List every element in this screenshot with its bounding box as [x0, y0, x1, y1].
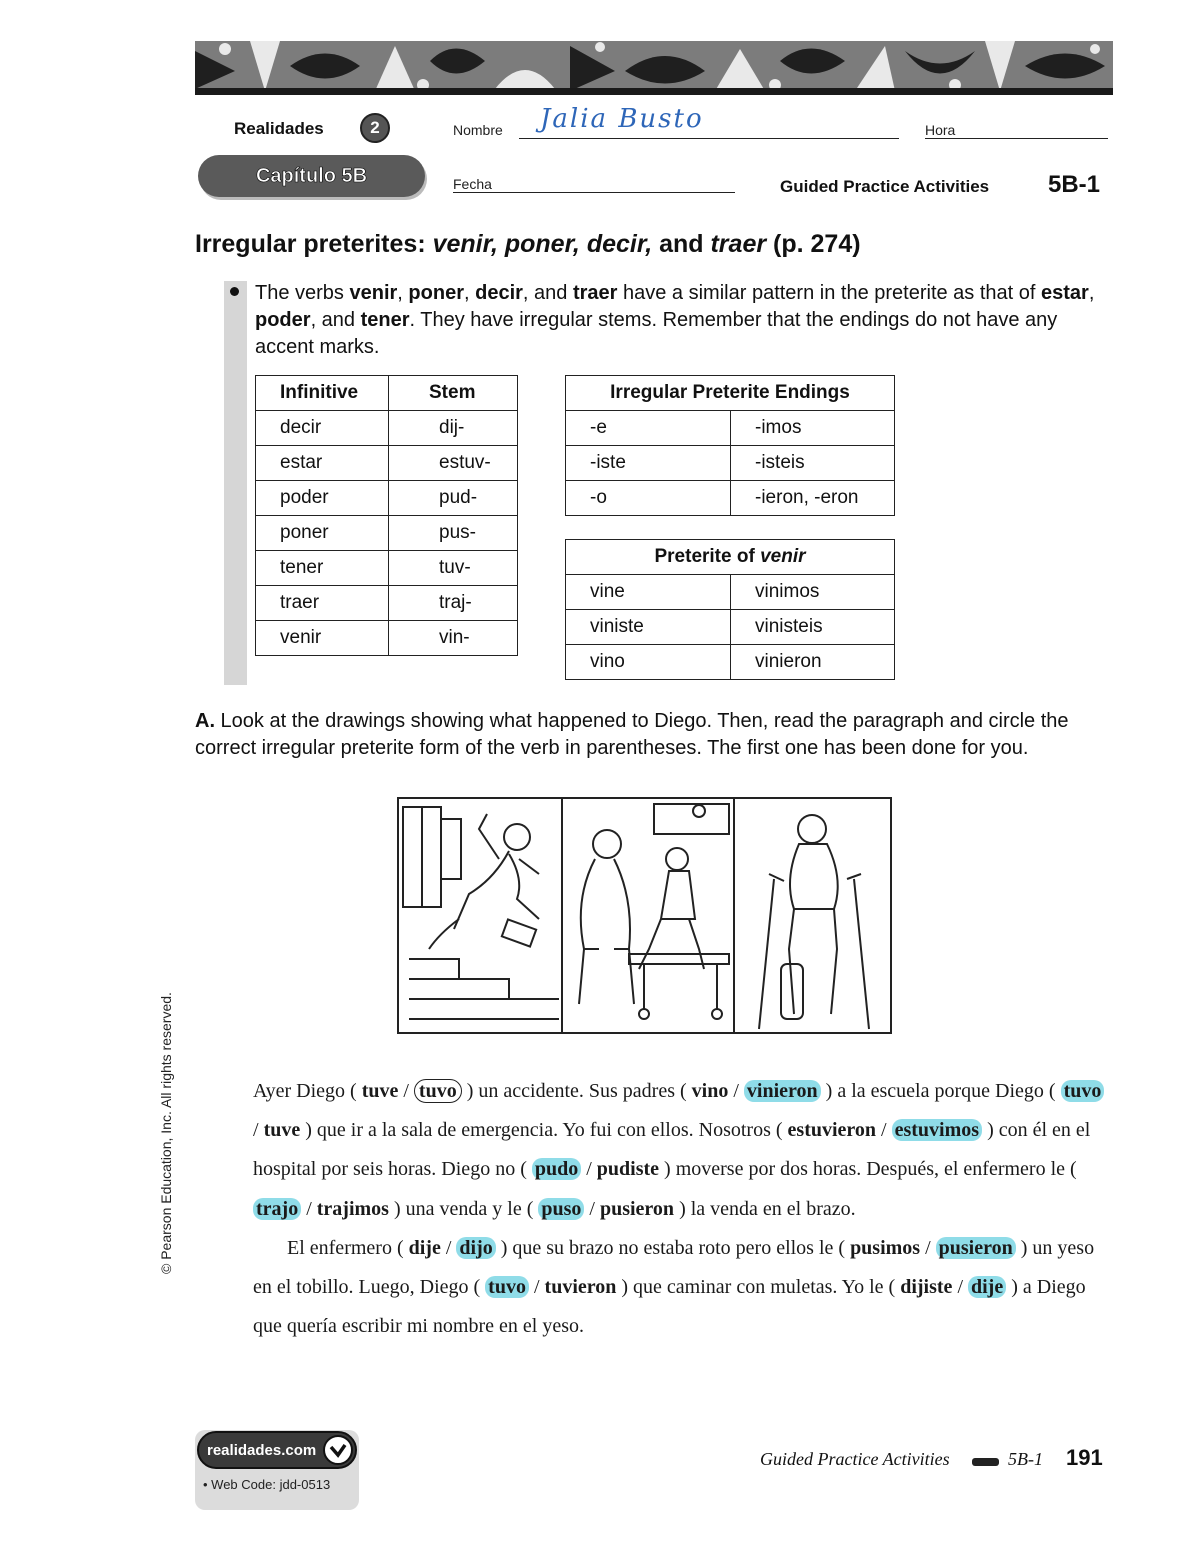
diego-accident-illustration [397, 797, 892, 1034]
table-cell: decir [256, 411, 389, 446]
hour-field-line[interactable] [925, 138, 1108, 139]
choice-option-highlighted[interactable]: pudo [532, 1158, 581, 1180]
choice-option-highlighted[interactable]: dijo [456, 1237, 495, 1259]
table-row [566, 575, 895, 610]
table-cell: poner [256, 516, 389, 551]
choice-option-highlighted[interactable]: pusieron [936, 1237, 1016, 1259]
name-handwriting: Jalia Busto [540, 104, 704, 134]
table-cell: -isteis [731, 446, 895, 481]
table-cell: -imos [731, 411, 895, 446]
illustration-graphic [399, 799, 890, 1032]
table-cell: viniste [566, 610, 731, 645]
table-cell: -e [566, 411, 731, 446]
choice-option-highlighted[interactable]: estuvimos [892, 1119, 982, 1141]
column-header: Preterite of venir [566, 540, 895, 575]
intro-text: The verbs venir, poner, decir, and traer have a similar pattern in the preterite as that of estar, poder, and tener. They have irregular stems. Remember that the endings do not have any accent marks. [255, 282, 1095, 358]
level-badge: 2 [360, 113, 390, 143]
copyright-notice: © Pearson Education, Inc. All rights reserved. [158, 992, 174, 1274]
footer-activity: Guided Practice Activities [760, 1449, 950, 1469]
page-title: Irregular preterites: venir, poner, decir, and traer (p. 274) [195, 230, 861, 258]
table-header-row [566, 540, 895, 575]
note-sidebar-bar [224, 281, 247, 685]
choice-option-highlighted[interactable]: puso [538, 1198, 584, 1220]
page-number: 191 [1066, 1445, 1103, 1470]
table-cell: tuv- [389, 551, 518, 586]
choice-option[interactable]: tuve [361, 1080, 399, 1102]
table-cell: poder [256, 481, 389, 516]
banner-rule [195, 88, 1113, 95]
checkmark-icon [323, 1435, 353, 1465]
choice-option[interactable]: pusieron [599, 1197, 675, 1220]
table-cell: vinisteis [731, 610, 895, 645]
table-cell: -ieron, -eron [731, 481, 895, 516]
choice-option-highlighted[interactable]: trajo [253, 1198, 301, 1220]
column-header: Infinitive [256, 376, 389, 411]
table-row [256, 516, 518, 551]
series-title: Realidades [234, 119, 324, 138]
bullet-icon [230, 287, 239, 296]
decorative-banner [195, 41, 1113, 93]
table-row [256, 481, 518, 516]
choice-option[interactable]: dije [408, 1236, 441, 1259]
exercise-instructions: A. Look at the drawings showing what happened to Diego. Then, read the paragraph and circle the correct irregular preterite form of the verb in parentheses. The first one has been done for you. [195, 710, 1069, 759]
table-row [256, 411, 518, 446]
hour-label: Hora [925, 122, 956, 138]
choice-option[interactable]: pusimos [850, 1236, 921, 1259]
table-row [566, 481, 895, 516]
table-cell: vin- [389, 621, 518, 656]
table-cell: traj- [389, 586, 518, 621]
name-field-line[interactable] [519, 138, 899, 139]
footer-code: 5B-1 [1008, 1449, 1043, 1469]
table-row [566, 645, 895, 680]
table-header-row [256, 376, 518, 411]
choice-option[interactable]: trajimos [316, 1197, 389, 1220]
table-cell: vinieron [731, 645, 895, 680]
table-row [256, 446, 518, 481]
web-code: • Web Code: jdd-0513 [203, 1477, 331, 1492]
choice-option-highlighted[interactable]: dije [968, 1276, 1006, 1298]
footer-separator [972, 1458, 999, 1466]
choice-option-highlighted[interactable]: vinieron [744, 1080, 821, 1102]
table-cell: vinimos [731, 575, 895, 610]
choice-option-highlighted[interactable]: tuvo [1061, 1080, 1105, 1102]
table-cell: traer [256, 586, 389, 621]
choice-option[interactable]: estuvieron [787, 1119, 877, 1142]
table-cell: -iste [566, 446, 731, 481]
choice-option[interactable]: tuve [263, 1119, 301, 1142]
leaf-pattern-graphic [195, 41, 1113, 93]
choice-option[interactable]: pudiste [596, 1158, 660, 1181]
activity-code: 5B-1 [1048, 171, 1101, 198]
stem-table [255, 375, 518, 656]
date-field-line[interactable] [453, 192, 735, 193]
table-row [256, 586, 518, 621]
choice-option-circled[interactable]: tuvo [414, 1079, 462, 1103]
table-cell: pus- [389, 516, 518, 551]
story-paragraph: Ayer Diego ( tuve / tuvo ) un accidente. Sus padres ( vino / vinieron ) a la escuela porque Diego ( tuvo / tuve ) que ir a la sala de emergencia. Yo fui con ellos. Nosotros ( estuvieron / estuvimos ) con él en el hospital por seis horas. Diego no ( pudo / pudiste ) moverse por dos horas. Después, el enfermero le ( trajo / trajimos ) una venda y le ( puso / pusieron ) la venda en el brazo. El enfermero ( dije / dijo ) que su brazo no estaba roto pero ellos le ( pusimos / pusieron ) un yeso en el tobillo. Luego, Diego ( tuvo / tuvieron ) que caminar con muletas. Yo le ( dijiste / dije ) a Diego que quería escribir mi nombre en el yeso. [253, 1072, 1113, 1346]
choice-option-highlighted[interactable]: tuvo [485, 1276, 529, 1298]
venir-table [565, 539, 895, 680]
table-cell: -o [566, 481, 731, 516]
table-cell: vine [566, 575, 731, 610]
table-cell: estar [256, 446, 389, 481]
table-row [566, 411, 895, 446]
chapter-pill: Capítulo 5B [198, 155, 425, 197]
table-cell: estuv- [389, 446, 518, 481]
column-header: Irregular Preterite Endings [566, 376, 895, 411]
table-cell: vino [566, 645, 731, 680]
table-row [566, 610, 895, 645]
choice-option[interactable]: vino [691, 1080, 729, 1102]
table-row [256, 551, 518, 586]
website-label: realidades.com [207, 1441, 317, 1459]
date-label: Fecha [453, 176, 492, 192]
choice-option[interactable]: dijiste [900, 1276, 953, 1299]
table-row [566, 446, 895, 481]
table-row [256, 621, 518, 656]
table-cell: pud- [389, 481, 518, 516]
column-header: Stem [389, 376, 518, 411]
table-cell: tener [256, 551, 389, 586]
table-header-row [566, 376, 895, 411]
table-cell: venir [256, 621, 389, 656]
table-cell: dij- [389, 411, 518, 446]
name-label: Nombre [453, 122, 503, 138]
activity-title: Guided Practice Activities [780, 177, 990, 196]
choice-option[interactable]: tuvieron [544, 1276, 617, 1299]
endings-table [565, 375, 895, 516]
